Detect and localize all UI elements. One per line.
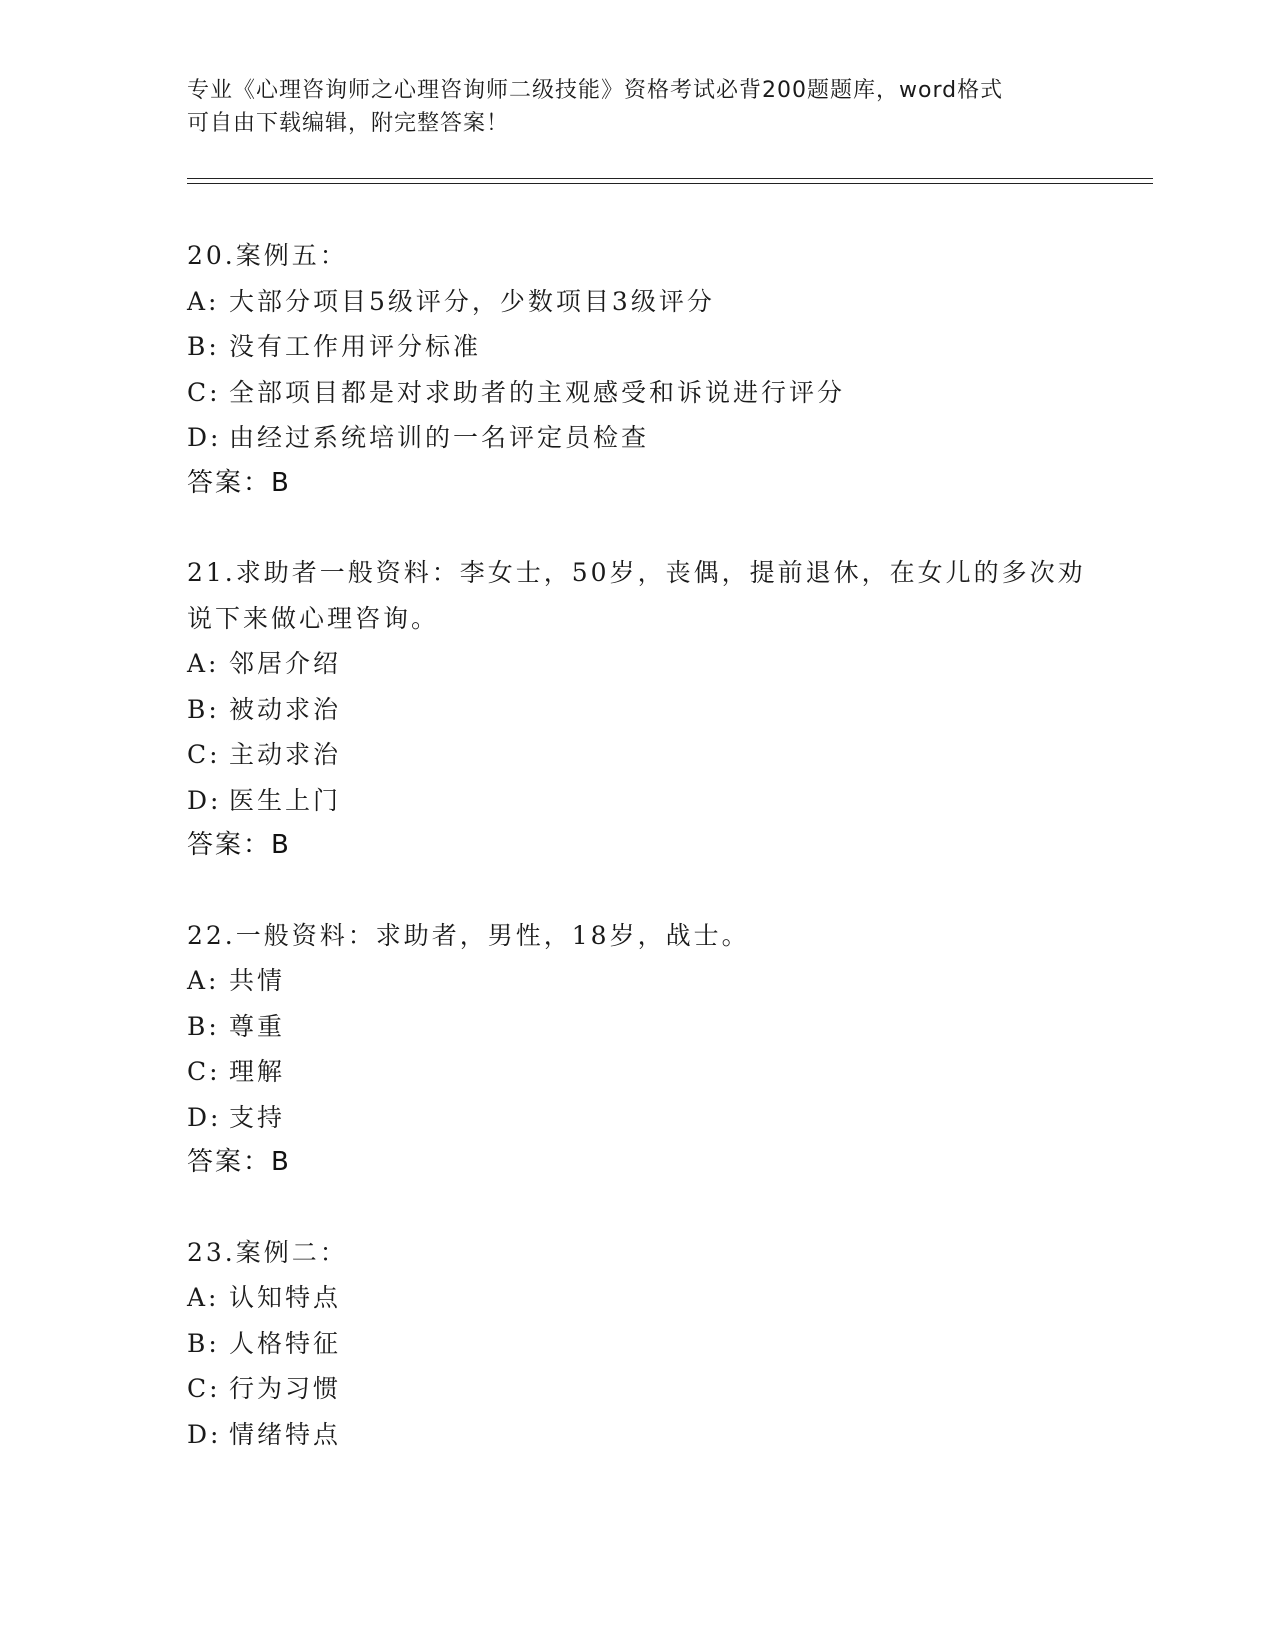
option-text: 由经过系统培训的一名评定员检查 [229, 423, 650, 452]
option-text: 被动求治 [229, 694, 342, 724]
option-letter: C: [187, 1374, 221, 1403]
option-letter: D: [187, 1102, 222, 1132]
question-list [187, 233, 1153, 1501]
header-divider-top [187, 178, 1153, 179]
question-stem: 22.一般资料：求助者，男性，18岁，战士。 [187, 920, 750, 950]
option-c [187, 1366, 1153, 1412]
answer-text: 答案：B [187, 467, 291, 498]
option-letter: A: [187, 286, 220, 316]
option-letter: C: [187, 1057, 221, 1086]
option-letter: B: [187, 1328, 220, 1358]
option-letter: C: [187, 377, 221, 407]
option-text: 理解 [229, 1057, 286, 1086]
option-text: 没有工作用评分标准 [229, 332, 482, 361]
question-20 [187, 233, 1153, 506]
option-d [187, 1412, 1153, 1458]
option-letter: A: [187, 1283, 220, 1312]
header-divider-bottom [187, 183, 1153, 184]
option-text: 认知特点 [229, 1283, 342, 1312]
option-c [187, 732, 1153, 778]
option-text: 人格特征 [229, 1328, 342, 1358]
option-text: 全部项目都是对求助者的主观感受和诉说进行评分 [229, 377, 846, 407]
option-d [187, 1095, 1153, 1141]
option-text: 尊重 [229, 1011, 286, 1041]
option-text: 主动求治 [229, 740, 342, 769]
document-header [187, 74, 1087, 140]
option-a [187, 641, 1153, 687]
question-21 [187, 550, 1153, 869]
option-b [187, 1004, 1153, 1050]
option-text: 医生上门 [229, 785, 342, 815]
option-b [187, 1321, 1153, 1367]
question-23 [187, 1230, 1153, 1458]
option-letter: B: [187, 1011, 220, 1041]
option-c [187, 1049, 1153, 1095]
option-text: 大部分项目5级评分，少数项目3级评分 [229, 286, 715, 316]
header-line-1: 专业《心理咨询师之心理咨询师二级技能》资格考试必背200题题库，word格式 [187, 78, 1004, 103]
option-letter: B: [187, 694, 220, 724]
option-c [187, 370, 1153, 416]
option-letter: B: [187, 332, 220, 361]
option-letter: A: [187, 649, 220, 678]
option-letter: D: [187, 785, 222, 815]
option-letter: D: [187, 423, 222, 452]
answer-text: 答案：B [187, 1147, 291, 1177]
question-22 [187, 913, 1153, 1186]
option-b [187, 324, 1153, 370]
option-text: 情绪特点 [229, 1419, 342, 1449]
option-b [187, 687, 1153, 733]
option-a [187, 279, 1153, 325]
option-d [187, 778, 1153, 824]
question-stem: 20.案例五： [187, 241, 348, 270]
header-line-2: 可自由下载编辑，附完整答案！ [187, 111, 510, 136]
option-text: 邻居介绍 [229, 649, 342, 678]
option-text: 共情 [229, 966, 286, 995]
option-text: 行为习惯 [229, 1374, 342, 1403]
option-letter: C: [187, 740, 221, 769]
question-stem: 23.案例二： [187, 1237, 348, 1267]
option-a [187, 1275, 1153, 1321]
option-d [187, 415, 1153, 461]
option-text: 支持 [229, 1102, 286, 1132]
option-a [187, 958, 1153, 1004]
answer-text: 答案：B [187, 830, 291, 860]
option-letter: A: [187, 966, 220, 995]
option-letter: D: [187, 1419, 222, 1449]
question-stem: 21.求助者一般资料：李女士，50岁，丧偶，提前退休，在女儿的多次劝说下来做心理咨询。 [187, 558, 1086, 633]
